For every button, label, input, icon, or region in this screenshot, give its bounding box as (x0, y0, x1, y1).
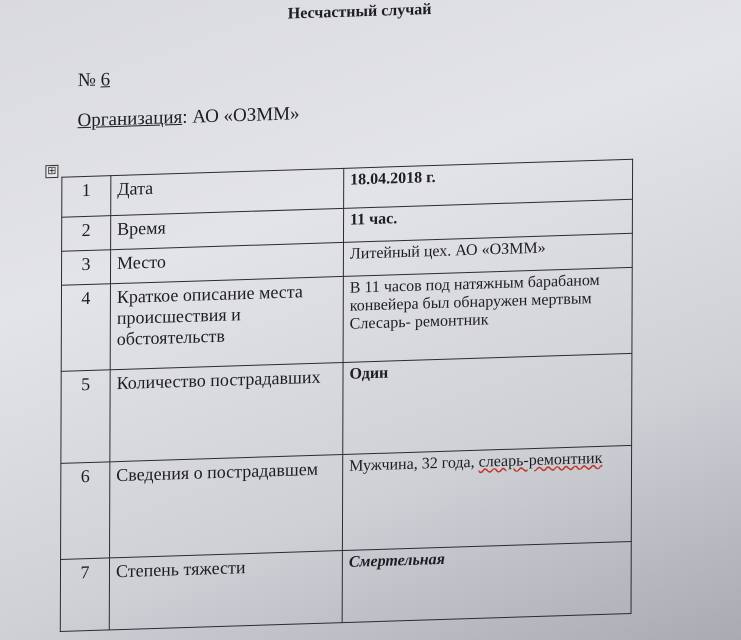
row-value: Один (343, 353, 632, 454)
row-number: 3 (62, 250, 111, 286)
table-move-handle-icon[interactable]: ⊞ (47, 163, 57, 178)
table-row (61, 445, 632, 559)
document-title: Несчастный случай (287, 1, 432, 23)
row-label: Степень тяжести (109, 551, 342, 630)
row-number: 6 (61, 462, 110, 560)
row-value: В 11 часов под натяжным барабаном конвейера был обнаружен мертвым Слесарь- ремонтник (343, 267, 632, 362)
document-content (16, 0, 718, 628)
row-value: 11 час. (343, 199, 632, 242)
row-value-main: Мужчина, 32 года, (349, 453, 479, 475)
row-label: Время (111, 208, 344, 249)
row-value (342, 445, 631, 550)
row-number: 2 (62, 216, 111, 252)
organization-value: : АО «ОЗММ» (182, 103, 300, 128)
row-label: Краткое описание места происшествия и обстоятельств (110, 276, 343, 369)
row-number: 4 (61, 284, 110, 372)
row-number: 1 (62, 176, 111, 218)
misspelled-word: слеарь-ремонтник (478, 449, 603, 471)
row-label: Количество пострадавших (110, 362, 343, 461)
incident-table (60, 159, 633, 632)
row-label: Место (110, 242, 343, 283)
number-prefix: № (77, 69, 96, 92)
row-value: Литейный цех. АО «ОЗММ» (343, 233, 632, 276)
document-number (78, 69, 110, 92)
organization-label: Организация (77, 106, 183, 132)
row-number: 7 (60, 558, 109, 632)
row-value: Смертельная (342, 542, 631, 623)
row-value: 18.04.2018 г. (344, 159, 633, 208)
row-label: Дата (111, 168, 344, 215)
table-row (61, 353, 632, 463)
row-label: Сведения о пострадавшем (110, 455, 343, 558)
organization-line (78, 103, 300, 132)
row-number: 5 (61, 370, 110, 464)
number-value: 6 (100, 69, 111, 91)
